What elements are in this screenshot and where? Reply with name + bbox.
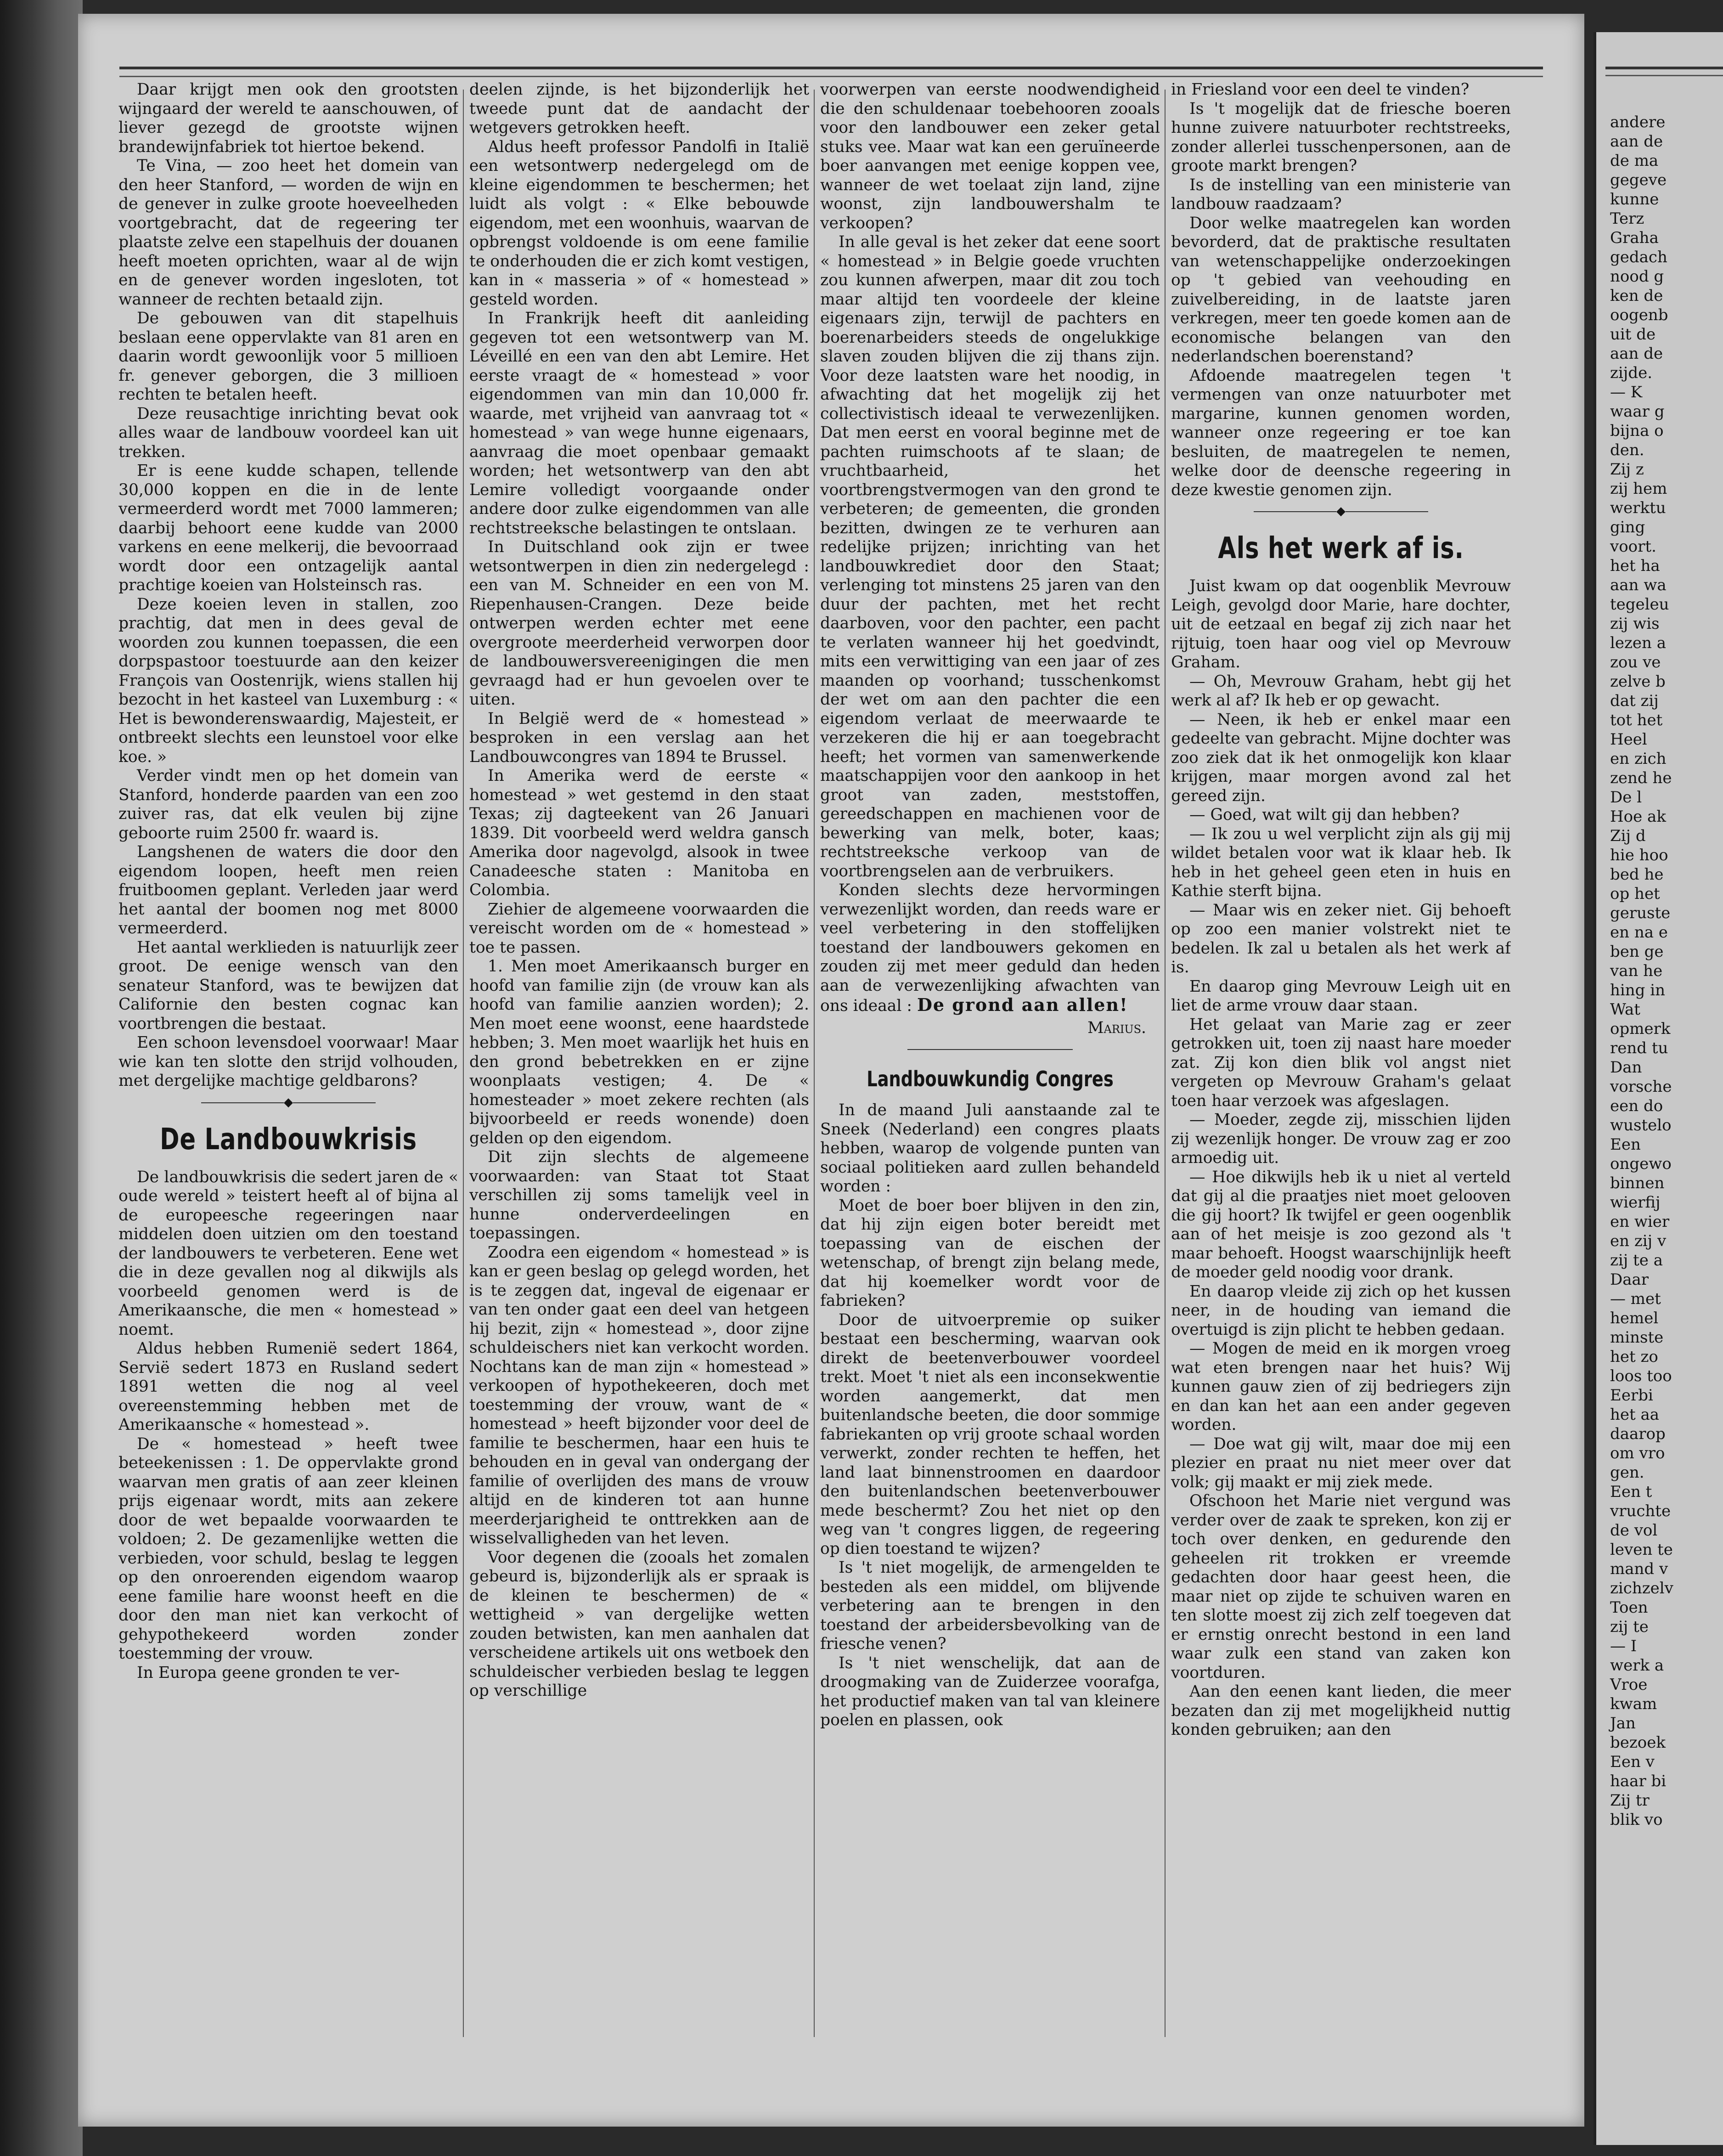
article-heading-congres: Landbouwkundig Congres xyxy=(867,1067,1114,1091)
paragraph: Het aantal werklieden is natuurlijk zeer groot. De eenige wensch van den senateur Stanford, was te bewijzen dat Californie den besten cognac kan voortbrengen die bestaat. xyxy=(118,938,458,1033)
adjacent-page-line: op het xyxy=(1610,885,1660,903)
adjacent-page-line: om vro xyxy=(1610,1444,1665,1462)
adjacent-page-line: hing in xyxy=(1610,981,1666,999)
adjacent-page-line: hemel xyxy=(1610,1309,1659,1327)
adjacent-page-line: Zij tr xyxy=(1610,1791,1650,1810)
adjacent-page-line: zelve b xyxy=(1610,672,1666,691)
paragraph: Door welke maatregelen kan worden bevorderd, dat de praktische resultaten van wetenschappelijke onderzoekingen op 't gebied van veehouding en zuivelbereiding, in de laatste jaren verkregen, meer ten goede komen aan de economische belangen van den nederlandschen boerenstand? xyxy=(1171,214,1511,366)
adjacent-page-line: Een xyxy=(1610,1135,1641,1154)
adjacent-page-line: Een t xyxy=(1610,1483,1652,1501)
paragraph: Er is eene kudde schapen, tellende 30,000 koppen en die in de lente vermeerderd wordt met 7000 lammeren; daarbij behoort eene kudde van 2000 varkens en eene melkerij, die bevoorraad wordt door een ontzagelijk aantal prachtige koeien van Holsteinsch ras. xyxy=(118,462,458,594)
paragraph: Te Vina, — zoo heet het domein van den heer Stanford, — worden de wijn en de genever in zulke groote hoeveelheden voortgebracht, dat de regeering ter plaatste zelve een stapelhuis der douanen heeft moeten oprichten, waar al de wijn en de genever worden ingesloten, tot wanneer de rechten betaald zijn. xyxy=(118,157,458,309)
paragraph: En daarop ging Mevrouw Leigh uit en liet de arme vrouw daar staan. xyxy=(1171,977,1511,1015)
adjacent-page-line: Een v xyxy=(1610,1753,1655,1771)
paragraph: Afdoende maatregelen tegen 't vermengen van onze natuurboter met margarine, kunnen genomen worden, wanneer onze regeering er toe kan besluiten, de maatregelen te nemen, welke door de deensche regeering in deze kwestie genomen zijn. xyxy=(1171,366,1511,499)
paragraph: In Europa geene gronden te ver- xyxy=(137,1663,400,1682)
adjacent-page-line: van he xyxy=(1610,962,1663,980)
adjacent-page-line: opmerk xyxy=(1610,1020,1671,1038)
adjacent-page-line: en wier xyxy=(1610,1213,1670,1231)
paragraph: Aldus hebben Rumenië sedert 1864, Servië sedert 1873 en Rusland sedert 1891 wetten die nog al veel overeenstemming hebben met de Amerikaansche « homestead ». xyxy=(118,1339,458,1434)
paragraph: Dit zijn slechts de algemeene voorwaarden: van Staat tot Staat verschillen zij soms tamelijk veel in hunne onderverdeelingen en toepassingen. xyxy=(469,1148,809,1242)
paragraph: Het gelaat van Marie zag er zeer getrokken uit, toen zij naast hare moeder zat. Zij kon dien blik vol angst niet vergeten op Mevrouw Graham's gelaat toen haar verzoek was afgeslagen. xyxy=(1171,1015,1511,1110)
paragraph: — Hoe dikwijls heb ik u niet al verteld dat gij al die praatjes niet moet gelooven die gij hoort? Ik twijfel er geen oogenblik aan of het meisje is zoo gezond als 't maar behoeft. Hoogst waarschijnlijk heeft de moeder geld noodig voor drank. xyxy=(1171,1168,1511,1281)
paragraph: Deze reusachtige inrichting bevat ook alles waar de landbouw voordeel kan uit trekken. xyxy=(118,404,458,461)
adjacent-page-line: aan de xyxy=(1610,344,1663,363)
paragraph: Daar krijgt men ook den grootsten wijngaard der wereld te aanschouwen, of liever gezegd de grootste wijnen brandewijnfabriek tot hiertoe bekend. xyxy=(118,80,458,156)
adjacent-page-line: zij hem xyxy=(1610,480,1667,498)
paragraph: Voor degenen die (zooals het zomalen gebeurd is, bijzonderlijk als er spraak is de kleinen te beschermen) de « wettigheid » van dergelijke wetten zouden betwisten, kan men aanhalen dat verscheidene artikels uit ons wetboek den schuldeischer verbieden beslag te leggen op verschillige xyxy=(469,1548,809,1700)
paragraph: Aan den eenen kant lieden, die meer bezaten dan zij met mogelijkheid nuttig konden gebruiken; aan den xyxy=(1171,1682,1511,1739)
paragraph: Een schoon levensdoel voorwaar! Maar wie kan ten slotte den strijd volhouden, met dergelijke machtige geldbarons? xyxy=(118,1033,458,1090)
column-rule xyxy=(463,90,464,2037)
adjacent-page-line: tot het xyxy=(1610,711,1663,729)
adjacent-page-line: rend tu xyxy=(1610,1039,1668,1057)
adjacent-page-line: en zich xyxy=(1610,750,1667,768)
adjacent-page-line: binnen xyxy=(1610,1174,1665,1192)
adjacent-page-line: het zo xyxy=(1610,1348,1658,1366)
adjacent-page-line: en na e xyxy=(1610,923,1668,942)
adjacent-page-line: gen. xyxy=(1610,1463,1644,1482)
adjacent-page-line: wierfij xyxy=(1610,1193,1661,1212)
adjacent-page-line: vorsche xyxy=(1610,1078,1672,1096)
paragraph: — Mogen de meid en ik morgen vroeg wat eten brengen naar het huis? Wij kunnen gauw zien of zij bedriegers zijn en dan kan het aan een ander gegeven worden. xyxy=(1171,1339,1511,1434)
column-rule xyxy=(1165,90,1166,2037)
adjacent-page-line: ben ge xyxy=(1610,943,1664,961)
adjacent-page-edge xyxy=(1593,32,1723,2145)
paragraph: Langshenen de waters die door den eigendom loopen, heeft men reien fruitboomen geplant. Verleden jaar werd het aantal der boomen nog met 8000 vermeerderd. xyxy=(118,843,458,937)
article-heading-werk: Als het werk af is. xyxy=(1218,531,1464,565)
adjacent-page-line: andere xyxy=(1610,113,1666,131)
paragraph: In Amerika werd de eerste « homestead » wet gestemd in den staat Texas; zij dagteekent van 26 Januari 1839. Dit voorbeeld werd weldra gansch Amerika door nagevolgd, alsook in twee Canadeesche staten : Manitoba en Colombia. xyxy=(469,767,809,899)
article-heading-landbouwkrisis: De Landbouwkrisis xyxy=(160,1122,417,1157)
adjacent-page-line: zij te a xyxy=(1610,1251,1663,1270)
adjacent-page-line: Zij d xyxy=(1610,827,1646,845)
paragraph: Is de instelling van een ministerie van landbouw raadzaam? xyxy=(1171,175,1511,213)
adjacent-page-line: werktu xyxy=(1610,499,1666,517)
paragraph: — Doe wat gij wilt, maar doe mij een plezier en praat nu niet meer over dat volk; gij maakt er mij ziek mede. xyxy=(1171,1434,1511,1491)
paragraph: — Goed, wat wilt gij dan hebben? xyxy=(1189,806,1460,824)
adjacent-page-line: minste xyxy=(1610,1328,1664,1347)
adjacent-page-line: daarop xyxy=(1610,1425,1666,1443)
adjacent-page-line: Wat xyxy=(1610,1000,1640,1019)
motto: De grond aan allen! xyxy=(917,994,1128,1015)
paragraph: In de maand Juli aanstaande zal te Sneek (Nederland) een congres plaats hebben, waarop de volgende punten van sociaal politieken aard zullen behandeld worden : xyxy=(820,1101,1160,1196)
adjacent-page-line: bezoek xyxy=(1610,1733,1666,1752)
paragraph: Deze koeien leven in stallen, zoo prachtig, dat men in dees geval de woorden zou kunnen toepassen, die een dorpspastoor toestuurde aan den keizer François van Oostenrijk, wiens stallen hij bezocht in het kasteel van Luxemburg : « Het is bewonderenswaardig, Majesteit, er ontbreekt slechts een leunstoel voor elke koe. » xyxy=(118,595,458,766)
column-3 xyxy=(820,80,1160,2042)
paragraph: De « homestead » heeft twee beteekenissen : 1. De oppervlakte grond waarvan men gratis of aan zeer kleinen prijs eigenaar wordt, mits aan zekere door de wet bepaalde voorwaarden te voldoen; 2. De gezamenlijke wetten die verbieden, voor schuld, beslag te leggen op den onroerenden eigendom waarop eene familie hare woonst heeft en die door den man niet kan verkocht of gehypothekeerd worden zonder toestemming der vrouw. xyxy=(118,1434,458,1663)
paragraph: In België werd de « homestead » besproken in een verslag aan het Landbouwcongres van 1894 te Brussel. xyxy=(469,709,809,766)
adjacent-page-line: Jan xyxy=(1610,1714,1636,1733)
adjacent-page-line: haar bi xyxy=(1610,1772,1667,1790)
paragraph: De landbouwkrisis die sedert jaren de « oude wereld » teistert heeft al of bijna al de europeesche regeeringen naar middelen doen uitzien om den toestand der landbouwers te verbeteren. Eene wet die in deze gevallen nog al dikwijls als voorbeeld genomen werd is de Amerikaansche, die men « homestead » noemt. xyxy=(118,1168,458,1339)
adjacent-page-line: zou ve xyxy=(1610,653,1661,672)
adjacent-page-line: De l xyxy=(1610,788,1642,807)
adjacent-page-line: gedach xyxy=(1610,248,1667,266)
adjacent-page-line: Zij z xyxy=(1610,460,1644,479)
adjacent-page-line: zij wis xyxy=(1610,615,1660,633)
adjacent-page-line: wustelo xyxy=(1610,1116,1672,1134)
adjacent-page-line: Graha xyxy=(1610,229,1659,247)
adjacent-page-line: vruchte xyxy=(1610,1502,1671,1520)
paragraph: Moet de boer boer blijven in den zin, dat hij zijn eigen boter bereidt met toepassing van de eischen der wetenschap, of brengt zijn belang mede, dat hij koemelker wordt voor de fabrieken? xyxy=(820,1196,1160,1310)
adjacent-page-line: — K xyxy=(1610,383,1643,401)
paragraph: Juist kwam op dat oogenblik Mevrouw Leigh, gevolgd door Marie, hare dochter, uit de eetzaal en begaf zij zich naar het rijtuig, toen haar oog viel op Mevrouw Graham. xyxy=(1171,577,1511,672)
paragraph: En daarop vleide zij zich op het kussen neer, in de houding van iemand die overtuigd is zijn plicht te hebben gedaan. xyxy=(1171,1282,1511,1339)
adjacent-page-line: geruste xyxy=(1610,904,1671,922)
adjacent-page-line: mand v xyxy=(1610,1560,1668,1578)
adjacent-page-line: bijna o xyxy=(1610,422,1664,440)
adjacent-page-line: ongewo xyxy=(1610,1155,1672,1173)
adjacent-page-line: loos too xyxy=(1610,1367,1672,1385)
paragraph: Is 't mogelijk dat de friesche boeren hunne zuivere natuurboter rechtstreeks, zonder allerlei tusschenpersonen, aan de groote markt brengen? xyxy=(1171,99,1511,175)
paragraph: — Ik zou u wel verplicht zijn als gij mij wildet betalen voor wat ik klaar heb. Ik heb in het geheel geen eten in huis en Kathie sterft bijna. xyxy=(1171,824,1511,900)
adjacent-page-line: Daar xyxy=(1610,1270,1649,1289)
paragraph: Is 't niet wenschelijk, dat aan de droogmaking van de Zuiderzee voorafga, het productief maken van tal van kleinere poelen en plassen, ook xyxy=(820,1654,1160,1729)
adjacent-page-line: hie hoo xyxy=(1610,846,1668,864)
adjacent-page-line: uit de xyxy=(1610,325,1656,344)
adjacent-page-text xyxy=(1610,113,1723,1829)
paragraph: In Duitschland ook zijn er twee wetsontwerpen in dien zin nedergelegd : een van M. Schneider en een von M. Riepenhausen-Crangen. Deze beide ontwerpen werden echter met eene overgroote meerderheid verworpen door de landbouwersvereenigingen die men gevraagd had er hun gevoelen over te uiten. xyxy=(469,538,809,709)
adjacent-page-line: de ma xyxy=(1610,152,1659,170)
adjacent-page-line: voort. xyxy=(1610,537,1656,556)
adjacent-page-line: Hoe ak xyxy=(1610,807,1666,826)
adjacent-page-line: kunne xyxy=(1610,190,1659,209)
separator-ornament xyxy=(820,1042,1160,1056)
adjacent-page-line: lezen a xyxy=(1610,634,1667,652)
adjacent-page-line: gegeve xyxy=(1610,171,1667,189)
adjacent-page-line: het ha xyxy=(1610,557,1660,575)
paragraph: deelen zijnde, is het bijzonderlijk het tweede punt dat de aandacht der wetgevers getrokken heeft. xyxy=(469,80,809,137)
paragraph: voorwerpen van eerste noodwendigheid die den schuldenaar toebehooren zooals voor den landbouwer een zeker getal stuks vee. Maar wat kan een geruïneerde boer aanvangen met eenige koppen vee, wanneer de wet toelaat zijn land, zijne woonst, zijn landbouwershalm te verkoopen? xyxy=(820,80,1160,232)
adjacent-page-line: werk a xyxy=(1610,1656,1664,1675)
paragraph: in Friesland voor een deel te vinden? xyxy=(1171,80,1470,99)
adjacent-page-line: oogenb xyxy=(1610,306,1668,324)
adjacent-page-line: nood g xyxy=(1610,267,1664,286)
adjacent-page-line: een do xyxy=(1610,1097,1663,1115)
paragraph: Is 't niet mogelijk, de armengelden te besteden als een middel, om blijvende verbetering aan te brengen in den toestand der arbeidersbevolking van de friesche venen? xyxy=(820,1558,1160,1653)
paragraph: — Moeder, zegde zij, misschien lijden zij wezenlijk honger. De vrouw zag er zoo armoedig uit. xyxy=(1171,1111,1511,1167)
adjacent-page-line: aan de xyxy=(1610,132,1663,151)
paragraph-text: Konden slechts deze hervormingen verwezenlijkt worden, dan reeds ware er veel verbetering in den stoffelijken toestand der landbouwers gekomen en zouden zij met meer geduld dan heden aan de verwezenlijking afwachten van ons ideaal : xyxy=(820,881,1160,1015)
paragraph: Ofschoon het Marie niet vergund was verder over de zaak te spreken, kon zij er toch over denken, en gedurende den geheelen rit trokken er vreemde gedachten door haar geest heen, die maar niet op zijde te schuiven waren en ten slotte moest zij zich zelf toegeven dat er ernstig onrecht bestond in een land waar zulk een stand van zaken kon voortduren. xyxy=(1171,1492,1511,1682)
paragraph xyxy=(820,881,1160,1016)
signature: Marius. xyxy=(1087,1018,1146,1037)
adjacent-page-line: blik vo xyxy=(1610,1811,1663,1829)
paragraph: In alle geval is het zeker dat eene soort « homestead » in Belgie goede vruchten zou kunnen afwerpen, maar dit zou toch maar altijd ten voordeele der kleine eigenaars zijn, terwijl de pachters en boerenarbeiders steeds de ongelukkige slaven zouden blijven die zij thans zijn. Voor deze laatsten ware het noodig, in afwachting dat het mogelijk zij het collectivistisch ideaal te verwezenlijken. Dat men eerst en vooral beginne met de pachten ruimschoots af te slaan; de vruchtbaarheid, het voortbrengstvermogen van den grond te verbeteren; de gemeenten, die gronden bezitten, dwingen ze te verhuren aan redelijke prijzen; inrichting van het landbouwkrediet door den Staat; verlenging tot minstens 25 jaren van den duur der pachten, met het recht daarboven, voor den pachter, een pacht te verlaten wanneer hij het goedvindt, mits een verwittiging van een jaar of zes maanden op voorhand; tusschenkomst der wet om aan den pachter die een eigendom verlaat de meerwaarde te verzekeren die hij er aan toegebracht heeft; het vormen van samenwerkende maatschappijen voor den aankoop in het groot van zaden, meststoffen, gereedschappen en machienen voor de bewerking van melk, boter, kaas; rechtstreeksche verkoop van de voortbrengselen aan de verbruikers. xyxy=(820,233,1160,880)
adjacent-page-line: zend he xyxy=(1610,769,1672,787)
adjacent-page-line: waar g xyxy=(1610,402,1665,421)
column-1 xyxy=(118,80,458,2042)
separator-ornament: ◆ xyxy=(1171,504,1511,518)
adjacent-page-line: leven te xyxy=(1610,1541,1673,1559)
adjacent-page-line: — I xyxy=(1610,1637,1637,1655)
adjacent-page-line: Toen xyxy=(1610,1598,1648,1617)
adjacent-page-line: kwam xyxy=(1610,1695,1657,1713)
adjacent-page-line: het aa xyxy=(1610,1405,1660,1424)
paragraph: — Neen, ik heb er enkel maar een gedeelte van gebracht. Mijne dochter was zoo ziek dat ik het onmogelijk kon klaar krijgen, maar morgen avond zal het gereed zijn. xyxy=(1171,710,1511,805)
adjacent-page-line: de vol xyxy=(1610,1521,1658,1540)
adjacent-page-line: Terz xyxy=(1610,209,1644,228)
top-rule xyxy=(119,67,1543,77)
top-rule xyxy=(1605,67,1723,76)
adjacent-page-line: ken de xyxy=(1610,287,1663,305)
paragraph: Ziehier de algemeene voorwaarden die vereischt worden om de « homestead » toe te passen. xyxy=(469,900,809,957)
paragraph: In Frankrijk heeft dit aanleiding gegeven tot een wetsontwerp van M. Léveillé en een van den abt Lemire. Het eerste vraagt de « homestead » voor eigendommen van min dan 10,000 fr. waarde, met vrijheid van aanvraag tot « homestead » van wege hunne eigenaars, aanvraag die moet openbaar gemaakt worden; het wetsontwerp van den abt Lemire volledigt voorgaande onder andere door zulke eigendommen van alle rechtstreeksche belastingen te ontslaan. xyxy=(469,309,809,537)
paragraph: 1. Men moet Amerikaansch burger en hoofd van familie zijn (de vrouw kan als hoofd van familie aanzien worden); 2. Men moet eene woonst, eene haardstede hebben; 3. Men moet waarlijk het huis en den grond bebetrekken en er zijne woonplaats vestigen; 4. De « homesteader » moet zekere rechten (als bijvoorbeeld er reeds wonende) doen gelden op den eigendom. xyxy=(469,957,809,1147)
column-rule xyxy=(814,90,815,2037)
book-binding-edge xyxy=(0,0,83,2156)
adjacent-page-line: dat zij xyxy=(1610,692,1659,710)
adjacent-page-line: zij te xyxy=(1610,1618,1649,1636)
adjacent-page-line: ging xyxy=(1610,518,1645,536)
adjacent-page-line: aan wa xyxy=(1610,576,1667,594)
paragraph: Verder vindt men op het domein van Stanford, honderde paarden van een zoo zuiver ras, dat elk veulen bij zijne geboorte ruim 2500 fr. waard is. xyxy=(118,767,458,842)
paragraph: — Maar wis en zeker niet. Gij behoeft op zoo een manier volstrekt niet te bedelen. Ik zal u betalen als het werk af is. xyxy=(1171,901,1511,976)
column-2 xyxy=(469,80,809,2042)
separator-ornament: ◆ xyxy=(118,1095,458,1109)
adjacent-page-line: zichzelv xyxy=(1610,1579,1673,1597)
adjacent-page-line: — met xyxy=(1610,1290,1661,1308)
paragraph: Zoodra een eigendom « homestead » is kan er geen beslag op gelegd worden, het is te zeggen dat, ingeval de eigenaar er van ten onder gaat een deel van hetgeen hij bezit, zijn « homestead », door zijne schuldeischers niet kan verkocht worden. Nochtans kan de man zijn « homestead » verkoopen of hypothekeeren, doch met toestemming der vrouw, want de « homestead » heeft bijzonder voor deel de familie te beschermen, haar een huis te behouden en in geval van ondergang der familie of overlijden des mans de vrouw altijd en de kinderen tot aan hunne meerderjarigheid te onttrekken aan de wisselvalligheden van het leven. xyxy=(469,1243,809,1547)
column-4 xyxy=(1171,80,1511,2042)
paragraph: Door de uitvoerpremie op suiker bestaat een bescherming, waarvan ook direkt de beetenverbouwer voordeel trekt. Moet 't niet als een inconsekwentie worden aangemerkt, dat men buitenlandsche beeten, die door sommige fabriekanten op vrij groote schaal worden verwerkt, zonder rechten te heffen, het land laat binnenstroomen en daardoor den buitenlandschen beetenverbouwer mede beschermt? Zou het niet op den weg van 't congres liggen, de regeering op dien toestand te wijzen? xyxy=(820,1310,1160,1558)
adjacent-page-line: bed he xyxy=(1610,865,1664,884)
adjacent-page-line: den. xyxy=(1610,441,1644,459)
adjacent-page-line: en zij v xyxy=(1610,1232,1667,1250)
adjacent-page-line: tegeleu xyxy=(1610,595,1669,614)
paragraph: Aldus heeft professor Pandolfi in Italië een wetsontwerp nedergelegd om de kleine eigendommen te beschermen; het luidt als volgt : « Elke bebouwde eigendom, met een woonhuis, waarvan de opbrengst voldoende is om eene familie te onderhouden die er zich komt vestigen, kan in « masseria » of « homestead » gesteld worden. xyxy=(469,137,809,309)
adjacent-page-line: zijde. xyxy=(1610,364,1653,382)
adjacent-page-line: Dan xyxy=(1610,1058,1642,1077)
adjacent-page-line: Eerbi xyxy=(1610,1386,1653,1405)
paragraph: — Oh, Mevrouw Graham, hebt gij het werk al af? Ik heb er op gewacht. xyxy=(1171,672,1511,710)
paragraph: De gebouwen van dit stapelhuis beslaan eene oppervlakte van 81 aren en daarin wordt gewoonlijk voor 5 millioen fr. genever geborgen, die 3 millioen rechten te betalen heeft. xyxy=(118,309,458,404)
adjacent-page-line: Heel xyxy=(1610,730,1647,749)
adjacent-page-line: Vroe xyxy=(1610,1676,1648,1694)
